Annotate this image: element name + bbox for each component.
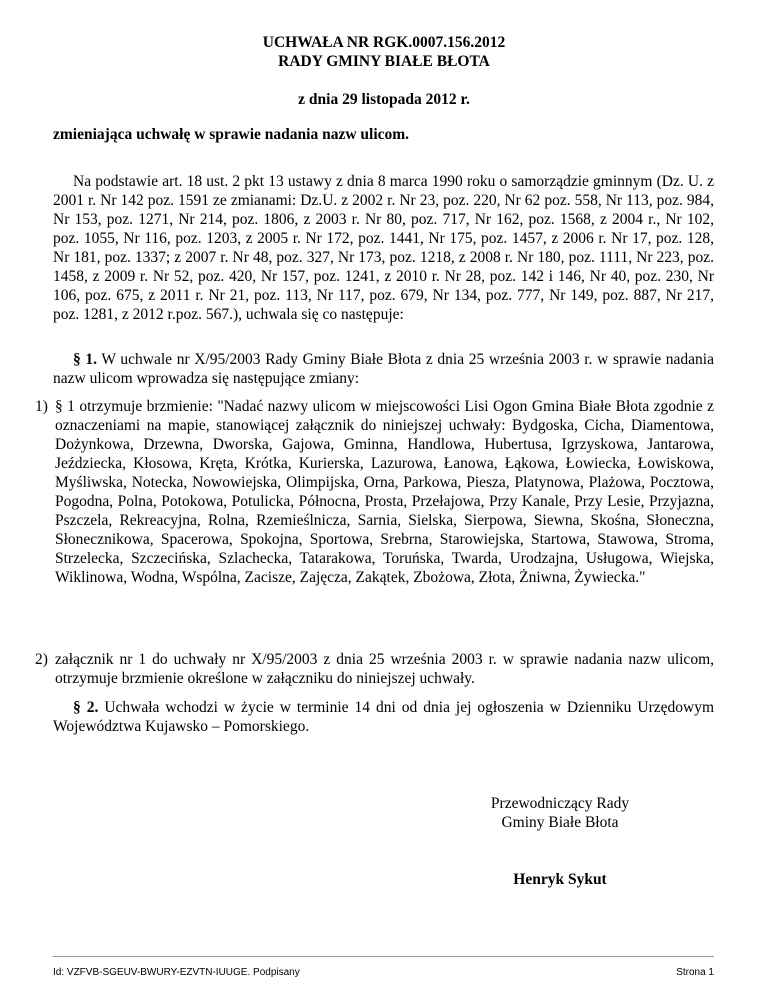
resolution-subject: zmieniająca uchwałę w sprawie nadania nazw ulicom.	[53, 126, 410, 143]
footer-divider	[53, 956, 714, 957]
section-2-text: Uchwała wchodzi w życie w terminie 14 dni od dnia jej ogłoszenia w Dzienniku Urzędowym Województwa Kujawsko – Pomorskiego.	[53, 699, 715, 735]
signatory-title-1: Przewodniczący Rady	[490, 795, 630, 812]
section-2	[53, 698, 714, 736]
resolution-number: UCHWAŁA NR RGK.0007.156.2012	[262, 34, 506, 51]
list-item-number: 2)	[35, 651, 48, 668]
section-1	[53, 350, 714, 388]
section-2-mark: § 2.	[73, 699, 99, 716]
list-item-text: załącznik nr 1 do uchwały nr X/95/2003 z dnia 25 września 2003 r. w sprawie nadania nazw ulicom, otrzymuje brzmienie określone w załączniku do niniejszej uchwały.	[55, 651, 714, 687]
document-id: Id: VZFVB-SGEUV-BWURY-EZVTN-IUUGE. Podpisany	[53, 967, 300, 978]
list-item-text: § 1 otrzymuje brzmienie: "Nadać nazwy ulicom w miejscowości Lisi Ogon Gmina Białe Błota zgodnie z oznaczeniami na mapie, stanowiącej załącznik do niniejszej uchwały: Bydgoska, Cicha, Diamentowa, Dożynkowa, Drzewna, Dworska, Gajowa, Gminna, Handlowa, Hubertusa, Igrzyskowa, Jantarowa, Jeździecka, Kłosowa, Kręta, Krótka, Kurierska, Lazurowa, Łanowa, Łąkowa, Łowiecka, Łowiskowa, Myśliwska, Notecka, Nowowiejska, Olimpijska, Orna, Parkowa, Piesza, Platynowa, Plażowa, Pocztowa, Pogodna, Polna, Potokowa, Potulicka, Północna, Prosta, Przełajowa, Przy Kanale, Przy Lesie, Przyjazna, Pszczela, Rekreacyjna, Rolna, Rzemieślnicza, Sarnia, Sielska, Sierpowa, Siewna, Skośna, Słoneczna, Słonecznikowa, Spacerowa, Spokojna, Sportowa, Srebrna, Starowiejska, Startowa, Stawowa, Stroma, Strzelecka, Szczecińska, Szlachecka, Tatarakowa, Toruńska, Twarda, Urodzajna, Usługowa, Wiejska, Wiklinowa, Wodna, Wspólna, Zacisze, Zajęcza, Zakątek, Zbożowa, Złota, Żniwna, Żywiecka."	[55, 398, 714, 586]
signatory-title-2: Gminy Białe Błota	[501, 814, 619, 831]
preamble-paragraph: Na podstawie art. 18 ust. 2 pkt 13 ustawy z dnia 8 marca 1990 roku o samorządzie gminnym (Dz. U. z 2001 r. Nr 142 poz. 1591 ze zmianami: Dz.U. z 2002 r. Nr 23, poz. 220, Nr 62 poz. 558, Nr 113, poz. 984, Nr 153, poz. 1271, Nr 214, poz. 1806, z 2003 r. Nr 80, poz. 717, Nr 162, poz. 1568, z 2004 r., Nr 102, poz. 1055, Nr 116, poz. 1203, z 2005 r. Nr 172, poz. 1441, Nr 175, poz. 1457, z 2006 r. Nr 17, poz. 128, Nr 181, poz. 1337; z 2007 r. Nr 48, poz. 327, Nr 173, poz. 1218, z 2008 r. Nr 180, poz. 1111, Nr 223, poz. 1458, z 2009 r. Nr 52, poz. 420, Nr 157, poz. 1241, z 2010 r. Nr 28, poz. 142 i 146, Nr 40, poz. 230, Nr 106, poz. 675, z 2011 r. Nr 21, poz. 113, Nr 117, poz. 679, Nr 134, poz. 777, Nr 149, poz. 887, Nr 217, poz. 1281, z 2012 r.poz. 567.), uchwala się co następuje:	[53, 173, 714, 323]
list-item-number: 1)	[35, 398, 48, 415]
page-number: Strona 1	[676, 967, 714, 978]
section-1-mark: § 1.	[73, 351, 98, 368]
list-item	[35, 650, 714, 688]
list-item	[35, 397, 714, 587]
signatory-name: Henryk Sykut	[513, 871, 607, 888]
resolution-date: z dnia 29 listopada 2012 r.	[298, 91, 470, 108]
section-1-text: W uchwale nr X/95/2003 Rady Gminy Białe Błota z dnia 25 września 2003 r. w sprawie nadania nazw ulicom wprowadza się następujące zmiany:	[53, 351, 714, 387]
council-name: RADY GMINY BIAŁE BŁOTA	[278, 53, 490, 70]
